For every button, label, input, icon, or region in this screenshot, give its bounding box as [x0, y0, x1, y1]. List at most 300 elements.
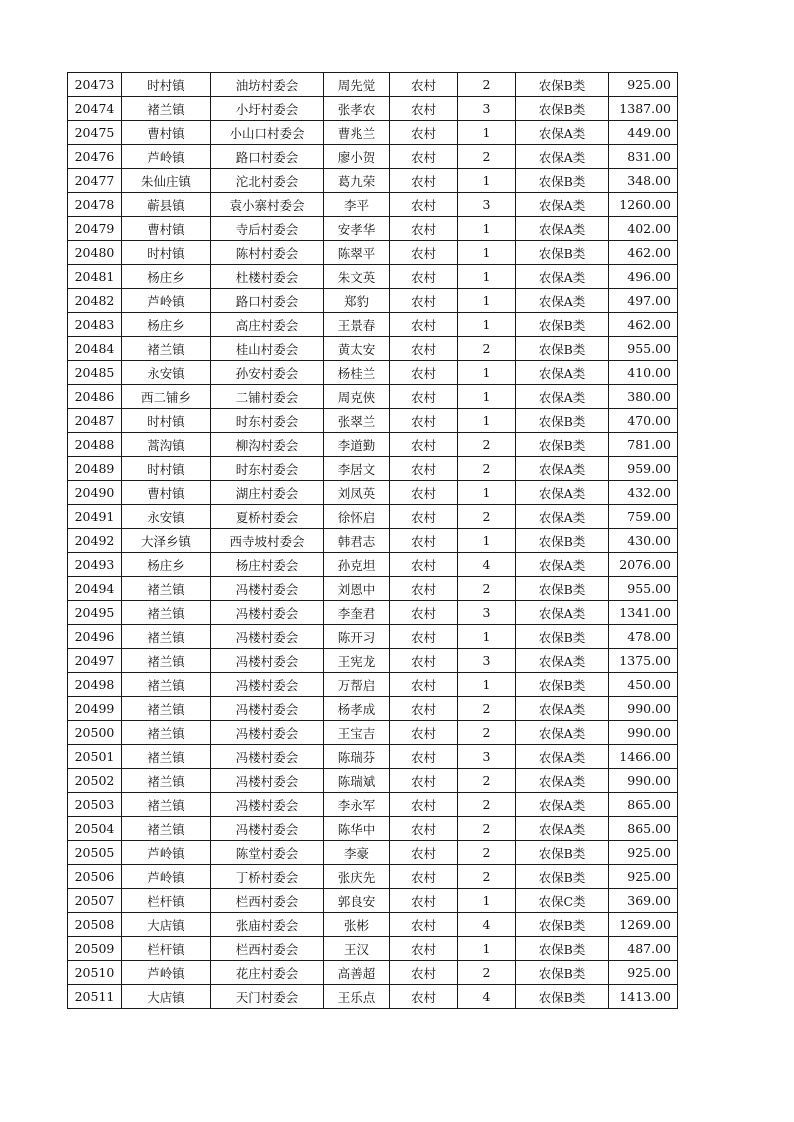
residence-type-cell: 农村: [390, 337, 458, 361]
town-cell: 褚兰镇: [122, 673, 211, 697]
town-cell: 时村镇: [122, 409, 211, 433]
name-cell: 黄太安: [324, 337, 390, 361]
residence-type-cell: 农村: [390, 769, 458, 793]
residence-type-cell: 农村: [390, 625, 458, 649]
name-cell: 陈华中: [324, 817, 390, 841]
amount-cell: 496.00: [609, 265, 678, 289]
name-cell: 张彬: [324, 913, 390, 937]
table-row: [68, 409, 678, 433]
town-cell: 时村镇: [122, 73, 211, 97]
table-row: [68, 145, 678, 169]
record-id-cell: 20489: [68, 457, 122, 481]
amount-cell: 1269.00: [609, 913, 678, 937]
town-cell: 褚兰镇: [122, 337, 211, 361]
record-id-cell: 20473: [68, 73, 122, 97]
town-cell: 褚兰镇: [122, 769, 211, 793]
household-count-cell: 3: [458, 601, 516, 625]
residence-type-cell: 农村: [390, 505, 458, 529]
household-count-cell: 1: [458, 385, 516, 409]
table-row: [68, 889, 678, 913]
household-count-cell: 4: [458, 553, 516, 577]
amount-cell: 430.00: [609, 529, 678, 553]
record-id-cell: 20476: [68, 145, 122, 169]
residence-type-cell: 农村: [390, 385, 458, 409]
village-committee-cell: 冯楼村委会: [211, 721, 324, 745]
amount-cell: 759.00: [609, 505, 678, 529]
town-cell: 西二铺乡: [122, 385, 211, 409]
household-count-cell: 2: [458, 505, 516, 529]
amount-cell: 990.00: [609, 697, 678, 721]
town-cell: 褚兰镇: [122, 601, 211, 625]
record-id-cell: 20510: [68, 961, 122, 985]
residence-type-cell: 农村: [390, 193, 458, 217]
insurance-class-cell: 农保A类: [516, 745, 609, 769]
household-count-cell: 4: [458, 913, 516, 937]
household-count-cell: 3: [458, 97, 516, 121]
name-cell: 陈瑞斌: [324, 769, 390, 793]
insurance-class-cell: 农保A类: [516, 217, 609, 241]
record-id-cell: 20478: [68, 193, 122, 217]
town-cell: 褚兰镇: [122, 577, 211, 601]
village-committee-cell: 时东村委会: [211, 457, 324, 481]
amount-cell: 831.00: [609, 145, 678, 169]
insurance-class-cell: 农保B类: [516, 577, 609, 601]
insurance-class-cell: 农保B类: [516, 97, 609, 121]
table-row: [68, 769, 678, 793]
insurance-class-cell: 农保A类: [516, 145, 609, 169]
household-count-cell: 1: [458, 625, 516, 649]
name-cell: 孙克坦: [324, 553, 390, 577]
insurance-class-cell: 农保B类: [516, 313, 609, 337]
record-id-cell: 20480: [68, 241, 122, 265]
record-id-cell: 20475: [68, 121, 122, 145]
record-id-cell: 20487: [68, 409, 122, 433]
household-count-cell: 2: [458, 817, 516, 841]
insurance-class-cell: 农保B类: [516, 961, 609, 985]
name-cell: 周先觉: [324, 73, 390, 97]
household-count-cell: 2: [458, 337, 516, 361]
village-committee-cell: 栏西村委会: [211, 937, 324, 961]
village-committee-cell: 小山口村委会: [211, 121, 324, 145]
record-id-cell: 20490: [68, 481, 122, 505]
household-count-cell: 1: [458, 937, 516, 961]
amount-cell: 462.00: [609, 313, 678, 337]
amount-cell: 450.00: [609, 673, 678, 697]
amount-cell: 1260.00: [609, 193, 678, 217]
village-committee-cell: 夏桥村委会: [211, 505, 324, 529]
table-row: [68, 865, 678, 889]
town-cell: 朱仙庄镇: [122, 169, 211, 193]
table-row: [68, 433, 678, 457]
village-committee-cell: 桂山村委会: [211, 337, 324, 361]
insurance-class-cell: 农保B类: [516, 673, 609, 697]
record-id-cell: 20484: [68, 337, 122, 361]
table-row: [68, 721, 678, 745]
household-count-cell: 1: [458, 313, 516, 337]
table-row: [68, 121, 678, 145]
name-cell: 王景春: [324, 313, 390, 337]
record-id-cell: 20502: [68, 769, 122, 793]
village-committee-cell: 冯楼村委会: [211, 817, 324, 841]
amount-cell: 402.00: [609, 217, 678, 241]
insurance-class-cell: 农保B类: [516, 865, 609, 889]
amount-cell: 781.00: [609, 433, 678, 457]
beneficiary-table: [67, 72, 678, 1009]
town-cell: 褚兰镇: [122, 745, 211, 769]
amount-cell: 1375.00: [609, 649, 678, 673]
household-count-cell: 1: [458, 673, 516, 697]
household-count-cell: 2: [458, 73, 516, 97]
village-committee-cell: 孙安村委会: [211, 361, 324, 385]
insurance-class-cell: 农保C类: [516, 889, 609, 913]
household-count-cell: 1: [458, 289, 516, 313]
village-committee-cell: 寺后村委会: [211, 217, 324, 241]
village-committee-cell: 时东村委会: [211, 409, 324, 433]
insurance-class-cell: 农保A类: [516, 457, 609, 481]
name-cell: 高善超: [324, 961, 390, 985]
name-cell: 曹兆兰: [324, 121, 390, 145]
household-count-cell: 2: [458, 577, 516, 601]
name-cell: 葛九荣: [324, 169, 390, 193]
village-committee-cell: 袁小寨村委会: [211, 193, 324, 217]
name-cell: 万帮启: [324, 673, 390, 697]
name-cell: 安孝华: [324, 217, 390, 241]
amount-cell: 925.00: [609, 841, 678, 865]
name-cell: 郑豹: [324, 289, 390, 313]
name-cell: 李奎君: [324, 601, 390, 625]
name-cell: 杨桂兰: [324, 361, 390, 385]
record-id-cell: 20485: [68, 361, 122, 385]
village-committee-cell: 冯楼村委会: [211, 769, 324, 793]
residence-type-cell: 农村: [390, 865, 458, 889]
town-cell: 曹村镇: [122, 481, 211, 505]
table-row: [68, 625, 678, 649]
table-row: [68, 361, 678, 385]
residence-type-cell: 农村: [390, 433, 458, 457]
residence-type-cell: 农村: [390, 73, 458, 97]
name-cell: 刘凤英: [324, 481, 390, 505]
insurance-class-cell: 农保B类: [516, 73, 609, 97]
record-id-cell: 20496: [68, 625, 122, 649]
record-id-cell: 20479: [68, 217, 122, 241]
record-id-cell: 20492: [68, 529, 122, 553]
amount-cell: 449.00: [609, 121, 678, 145]
name-cell: 王宝吉: [324, 721, 390, 745]
residence-type-cell: 农村: [390, 745, 458, 769]
table-row: [68, 937, 678, 961]
residence-type-cell: 农村: [390, 817, 458, 841]
household-count-cell: 1: [458, 217, 516, 241]
name-cell: 李永军: [324, 793, 390, 817]
insurance-class-cell: 农保B类: [516, 841, 609, 865]
town-cell: 曹村镇: [122, 217, 211, 241]
table-row: [68, 649, 678, 673]
record-id-cell: 20493: [68, 553, 122, 577]
insurance-class-cell: 农保A类: [516, 505, 609, 529]
household-count-cell: 1: [458, 361, 516, 385]
amount-cell: 1413.00: [609, 985, 678, 1009]
village-committee-cell: 杜楼村委会: [211, 265, 324, 289]
table-row: [68, 985, 678, 1009]
record-id-cell: 20505: [68, 841, 122, 865]
village-committee-cell: 冯楼村委会: [211, 625, 324, 649]
town-cell: 褚兰镇: [122, 721, 211, 745]
record-id-cell: 20477: [68, 169, 122, 193]
town-cell: 杨庄乡: [122, 265, 211, 289]
household-count-cell: 1: [458, 529, 516, 553]
residence-type-cell: 农村: [390, 673, 458, 697]
household-count-cell: 2: [458, 769, 516, 793]
table-row: [68, 97, 678, 121]
village-committee-cell: 油坊村委会: [211, 73, 324, 97]
town-cell: 时村镇: [122, 241, 211, 265]
household-count-cell: 2: [458, 961, 516, 985]
household-count-cell: 2: [458, 433, 516, 457]
town-cell: 芦岭镇: [122, 289, 211, 313]
amount-cell: 462.00: [609, 241, 678, 265]
record-id-cell: 20501: [68, 745, 122, 769]
amount-cell: 348.00: [609, 169, 678, 193]
residence-type-cell: 农村: [390, 457, 458, 481]
town-cell: 杨庄乡: [122, 313, 211, 337]
household-count-cell: 1: [458, 169, 516, 193]
table-row: [68, 289, 678, 313]
insurance-class-cell: 农保B类: [516, 433, 609, 457]
village-committee-cell: 湖庄村委会: [211, 481, 324, 505]
record-id-cell: 20486: [68, 385, 122, 409]
residence-type-cell: 农村: [390, 601, 458, 625]
residence-type-cell: 农村: [390, 313, 458, 337]
name-cell: 张孝农: [324, 97, 390, 121]
residence-type-cell: 农村: [390, 937, 458, 961]
table-row: [68, 961, 678, 985]
table-row: [68, 313, 678, 337]
insurance-class-cell: 农保A类: [516, 793, 609, 817]
town-cell: 芦岭镇: [122, 961, 211, 985]
insurance-class-cell: 农保A类: [516, 601, 609, 625]
record-id-cell: 20499: [68, 697, 122, 721]
insurance-class-cell: 农保A类: [516, 385, 609, 409]
household-count-cell: 1: [458, 121, 516, 145]
household-count-cell: 2: [458, 841, 516, 865]
village-committee-cell: 张庙村委会: [211, 913, 324, 937]
village-committee-cell: 冯楼村委会: [211, 793, 324, 817]
insurance-class-cell: 农保A类: [516, 289, 609, 313]
amount-cell: 925.00: [609, 961, 678, 985]
record-id-cell: 20495: [68, 601, 122, 625]
table-row: [68, 841, 678, 865]
name-cell: 陈翠平: [324, 241, 390, 265]
village-committee-cell: 冯楼村委会: [211, 745, 324, 769]
record-id-cell: 20497: [68, 649, 122, 673]
name-cell: 周克俠: [324, 385, 390, 409]
name-cell: 王宪龙: [324, 649, 390, 673]
residence-type-cell: 农村: [390, 841, 458, 865]
village-committee-cell: 高庄村委会: [211, 313, 324, 337]
table-row: [68, 505, 678, 529]
town-cell: 大泽乡镇: [122, 529, 211, 553]
record-id-cell: 20498: [68, 673, 122, 697]
household-count-cell: 1: [458, 889, 516, 913]
residence-type-cell: 农村: [390, 121, 458, 145]
town-cell: 大店镇: [122, 913, 211, 937]
amount-cell: 380.00: [609, 385, 678, 409]
town-cell: 褚兰镇: [122, 817, 211, 841]
table-row: [68, 817, 678, 841]
insurance-class-cell: 农保A类: [516, 553, 609, 577]
insurance-class-cell: 农保B类: [516, 241, 609, 265]
table-row: [68, 265, 678, 289]
town-cell: 褚兰镇: [122, 697, 211, 721]
household-count-cell: 3: [458, 745, 516, 769]
village-committee-cell: 冯楼村委会: [211, 673, 324, 697]
residence-type-cell: 农村: [390, 481, 458, 505]
insurance-class-cell: 农保B类: [516, 337, 609, 361]
table-row: [68, 529, 678, 553]
record-id-cell: 20491: [68, 505, 122, 529]
name-cell: 李平: [324, 193, 390, 217]
amount-cell: 487.00: [609, 937, 678, 961]
insurance-class-cell: 农保A类: [516, 121, 609, 145]
town-cell: 褚兰镇: [122, 97, 211, 121]
insurance-class-cell: 农保B类: [516, 409, 609, 433]
record-id-cell: 20488: [68, 433, 122, 457]
household-count-cell: 1: [458, 241, 516, 265]
amount-cell: 955.00: [609, 577, 678, 601]
amount-cell: 1466.00: [609, 745, 678, 769]
village-committee-cell: 西寺坡村委会: [211, 529, 324, 553]
table-row: [68, 553, 678, 577]
table-row: [68, 601, 678, 625]
record-id-cell: 20508: [68, 913, 122, 937]
village-committee-cell: 丁桥村委会: [211, 865, 324, 889]
table-row: [68, 169, 678, 193]
amount-cell: 410.00: [609, 361, 678, 385]
amount-cell: 369.00: [609, 889, 678, 913]
residence-type-cell: 农村: [390, 265, 458, 289]
town-cell: 芦岭镇: [122, 145, 211, 169]
residence-type-cell: 农村: [390, 889, 458, 913]
village-committee-cell: 冯楼村委会: [211, 697, 324, 721]
name-cell: 郭良安: [324, 889, 390, 913]
town-cell: 芦岭镇: [122, 865, 211, 889]
amount-cell: 865.00: [609, 817, 678, 841]
residence-type-cell: 农村: [390, 217, 458, 241]
table-row: [68, 385, 678, 409]
household-count-cell: 2: [458, 793, 516, 817]
record-id-cell: 20511: [68, 985, 122, 1009]
village-committee-cell: 花庄村委会: [211, 961, 324, 985]
name-cell: 李道勤: [324, 433, 390, 457]
name-cell: 李豪: [324, 841, 390, 865]
name-cell: 王乐点: [324, 985, 390, 1009]
residence-type-cell: 农村: [390, 145, 458, 169]
table-row: [68, 193, 678, 217]
table-row: [68, 577, 678, 601]
record-id-cell: 20503: [68, 793, 122, 817]
insurance-class-cell: 农保A类: [516, 769, 609, 793]
household-count-cell: 1: [458, 481, 516, 505]
town-cell: 褚兰镇: [122, 649, 211, 673]
amount-cell: 990.00: [609, 721, 678, 745]
residence-type-cell: 农村: [390, 649, 458, 673]
household-count-cell: 2: [458, 145, 516, 169]
amount-cell: 2076.00: [609, 553, 678, 577]
village-committee-cell: 杨庄村委会: [211, 553, 324, 577]
name-cell: 廖小贺: [324, 145, 390, 169]
household-count-cell: 2: [458, 721, 516, 745]
insurance-class-cell: 农保A类: [516, 817, 609, 841]
name-cell: 朱文英: [324, 265, 390, 289]
household-count-cell: 4: [458, 985, 516, 1009]
table-row: [68, 217, 678, 241]
residence-type-cell: 农村: [390, 913, 458, 937]
record-id-cell: 20494: [68, 577, 122, 601]
residence-type-cell: 农村: [390, 529, 458, 553]
household-count-cell: 2: [458, 697, 516, 721]
insurance-class-cell: 农保A类: [516, 697, 609, 721]
amount-cell: 432.00: [609, 481, 678, 505]
name-cell: 陈开习: [324, 625, 390, 649]
record-id-cell: 20481: [68, 265, 122, 289]
table-row: [68, 793, 678, 817]
village-committee-cell: 冯楼村委会: [211, 649, 324, 673]
residence-type-cell: 农村: [390, 361, 458, 385]
table-row: [68, 337, 678, 361]
town-cell: 褚兰镇: [122, 793, 211, 817]
town-cell: 芦岭镇: [122, 841, 211, 865]
name-cell: 韩君志: [324, 529, 390, 553]
table-row: [68, 481, 678, 505]
amount-cell: 925.00: [609, 865, 678, 889]
town-cell: 曹村镇: [122, 121, 211, 145]
record-id-cell: 20474: [68, 97, 122, 121]
town-cell: 蒿沟镇: [122, 433, 211, 457]
insurance-class-cell: 农保B类: [516, 985, 609, 1009]
village-committee-cell: 陈村村委会: [211, 241, 324, 265]
insurance-class-cell: 农保B类: [516, 937, 609, 961]
table-row: [68, 913, 678, 937]
record-id-cell: 20509: [68, 937, 122, 961]
name-cell: 陈瑞芬: [324, 745, 390, 769]
residence-type-cell: 农村: [390, 241, 458, 265]
table-row: [68, 457, 678, 481]
table-row: [68, 745, 678, 769]
name-cell: 徐怀启: [324, 505, 390, 529]
town-cell: 褚兰镇: [122, 625, 211, 649]
village-committee-cell: 柳沟村委会: [211, 433, 324, 457]
record-id-cell: 20506: [68, 865, 122, 889]
household-count-cell: 3: [458, 649, 516, 673]
table-row: [68, 673, 678, 697]
amount-cell: 959.00: [609, 457, 678, 481]
town-cell: 时村镇: [122, 457, 211, 481]
town-cell: 栏杆镇: [122, 889, 211, 913]
amount-cell: 1387.00: [609, 97, 678, 121]
town-cell: 大店镇: [122, 985, 211, 1009]
record-id-cell: 20482: [68, 289, 122, 313]
amount-cell: 497.00: [609, 289, 678, 313]
household-count-cell: 2: [458, 457, 516, 481]
village-committee-cell: 路口村委会: [211, 289, 324, 313]
name-cell: 王汉: [324, 937, 390, 961]
name-cell: 杨孝成: [324, 697, 390, 721]
household-count-cell: 1: [458, 265, 516, 289]
residence-type-cell: 农村: [390, 289, 458, 313]
insurance-class-cell: 农保A类: [516, 361, 609, 385]
amount-cell: 470.00: [609, 409, 678, 433]
name-cell: 李居文: [324, 457, 390, 481]
